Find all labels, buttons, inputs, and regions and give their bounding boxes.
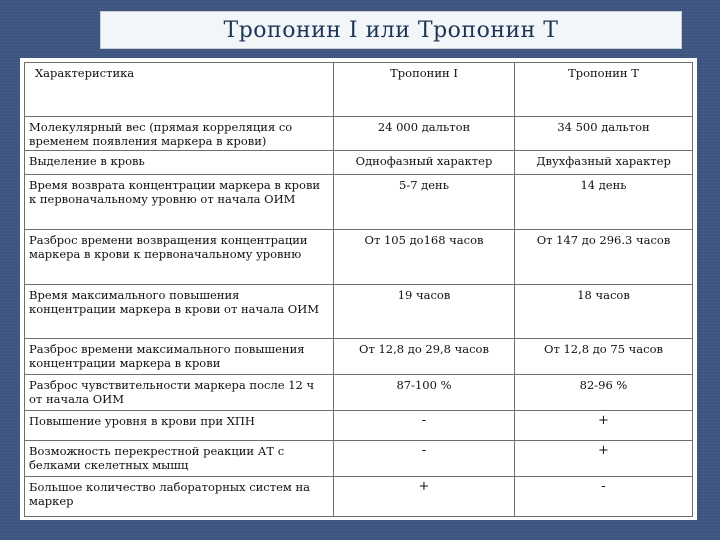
troponin-i-value: Однофазный характер — [334, 151, 515, 175]
row-label: Время максимального повышения концентрации маркера в крови от начала ОИМ — [25, 284, 334, 338]
troponin-i-value: - — [334, 411, 515, 440]
troponin-i-value: 19 часов — [334, 284, 515, 338]
troponin-i-value: + — [334, 476, 515, 516]
row-label: Время возврата концентрации маркера в крови к первоначальному уровню от начала ОИМ — [25, 175, 334, 229]
table-row — [25, 117, 693, 151]
title-bar — [100, 11, 682, 49]
row-label: Разброс чувствительности маркера после 12 ч от начала ОИМ — [25, 375, 334, 411]
comparison-panel — [20, 58, 697, 520]
table-row — [25, 229, 693, 284]
header-troponin-t: Тропонин T — [515, 63, 693, 117]
row-label: Разброс времени возвращения концентрации маркера в крови к первоначальному уровню — [25, 229, 334, 284]
troponin-i-value: 24 000 дальтон — [334, 117, 515, 151]
table-row — [25, 339, 693, 375]
troponin-t-value: 14 день — [515, 175, 693, 229]
troponin-i-value: От 12,8 до 29,8 часов — [334, 339, 515, 375]
troponin-t-value: 18 часов — [515, 284, 693, 338]
troponin-t-value: + — [515, 411, 693, 440]
comparison-table — [24, 62, 693, 517]
table-row — [25, 151, 693, 175]
table-row — [25, 476, 693, 516]
row-label: Молекулярный вес (прямая корреляция со временем появления маркера в крови) — [25, 117, 334, 151]
row-label: Разброс времени максимального повышения концентрации маркера в крови — [25, 339, 334, 375]
table-row — [25, 284, 693, 338]
troponin-i-value: 87-100 % — [334, 375, 515, 411]
table-row — [25, 375, 693, 411]
troponin-t-value: 82-96 % — [515, 375, 693, 411]
troponin-t-value: От 147 до 296.3 часов — [515, 229, 693, 284]
header-characteristic: Характеристика — [25, 63, 334, 117]
row-label: Повышение уровня в крови при ХПН — [25, 411, 334, 440]
table-row — [25, 175, 693, 229]
troponin-t-value: + — [515, 440, 693, 476]
troponin-i-value: - — [334, 440, 515, 476]
slide-title: Тропонин I или Тропонин T — [223, 17, 559, 43]
header-troponin-i: Тропонин I — [334, 63, 515, 117]
table-row — [25, 440, 693, 476]
table-header-row — [25, 63, 693, 117]
table-row — [25, 411, 693, 440]
troponin-t-value: - — [515, 476, 693, 516]
row-label: Выделение в кровь — [25, 151, 334, 175]
troponin-i-value: От 105 до168 часов — [334, 229, 515, 284]
troponin-t-value: 34 500 дальтон — [515, 117, 693, 151]
troponin-t-value: Двухфазный характер — [515, 151, 693, 175]
row-label: Большое количество лабораторных систем на маркер — [25, 476, 334, 516]
troponin-i-value: 5-7 день — [334, 175, 515, 229]
row-label: Возможность перекрестной реакции АТ с белками скелетных мышц — [25, 440, 334, 476]
troponin-t-value: От 12,8 до 75 часов — [515, 339, 693, 375]
